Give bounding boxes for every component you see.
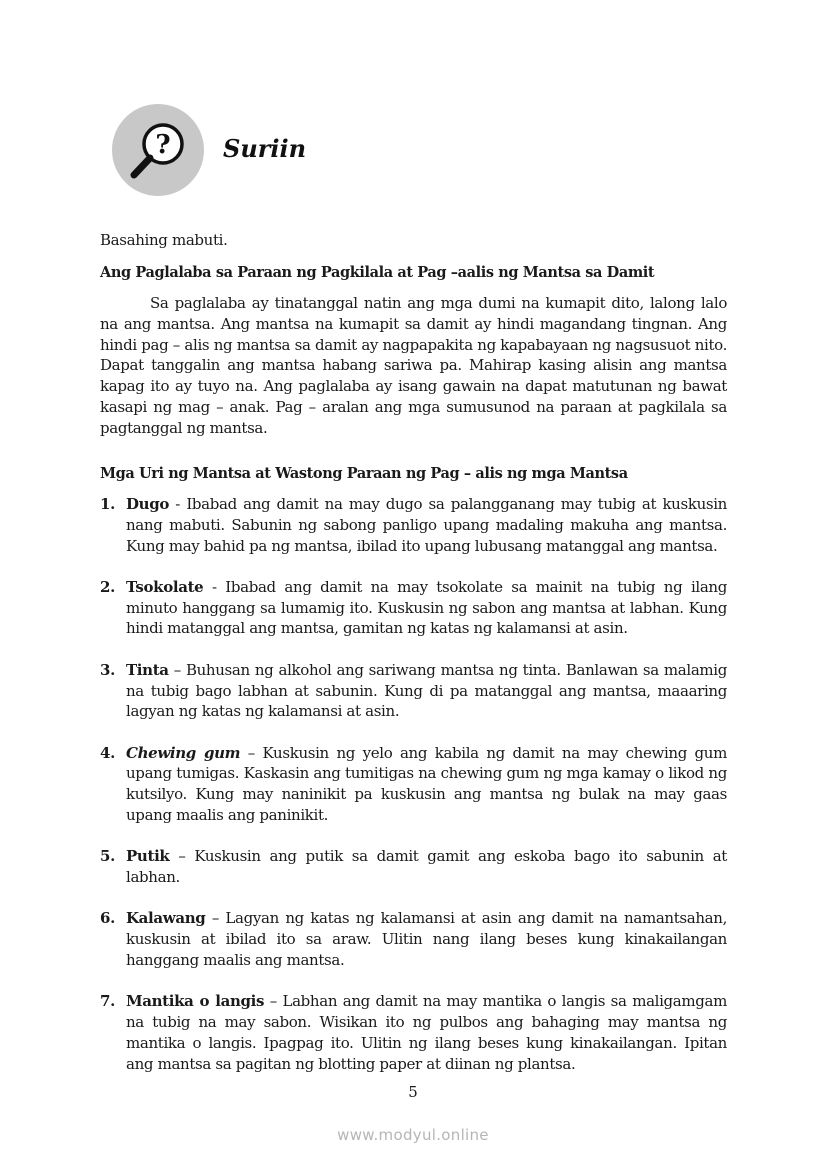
- instruction-text: Basahing mabuti.: [100, 231, 228, 249]
- item-text: Ibabad ang damit na may tsokolate sa mainit na tubig ng ilang minuto hanggang sa lumamig ito. Kuskusin ng sabon ang mantsa at labhan. Kung hindi matanggal ang mantsa, gamitan ng katas ng kalamansi at asin.: [126, 577, 727, 638]
- item-term: Dugo: [126, 495, 170, 513]
- item-text: Kuskusin ang putik sa damit gamit ang eskoba bago ito sabunin at labhan.: [126, 847, 727, 887]
- list-heading: Mga Uri ng Mantsa at Wastong Paraan ng Pag – alis ng mga Mantsa: [100, 465, 628, 482]
- item-term: Mantika o langis: [126, 992, 265, 1011]
- item-term: Kalawang: [126, 909, 206, 928]
- item-number: 5.: [100, 847, 115, 866]
- item-text: Labhan ang damit na may mantika o langis sa maligamgam na tubig na may sabon. Wisikan ito ng pulbos ang bahaging may mantsa ng mantika o langis. Ipagpag ito. Ulitin ng ilang beses kung kinakailangan. Ipitan ang mantsa sa pagitan ng blotting paper at diinan ng plantsa.: [126, 992, 727, 1073]
- list-item: [100, 660, 727, 722]
- magnifying-glass-question-icon: [112, 104, 204, 196]
- section-title: Suriin: [223, 134, 307, 163]
- item-text: Buhusan ng alkohol ang sariwang mantsa ng tinta. Banlawan sa malamig na tubig bago labhan at sabunin. Kung di pa matanggal ang mantsa, maaaring lagyan ng katas ng kalamansi at asin.: [126, 660, 727, 721]
- item-number: 7.: [100, 992, 115, 1011]
- item-term: Tsokolate: [126, 577, 204, 596]
- item-separator: -: [203, 577, 226, 596]
- item-number: 1.: [100, 495, 115, 513]
- item-text: Lagyan ng katas ng kalamansi at asin ang damit na namantsahan, kuskusin at ibilad ito sa araw. Ulitin nang ilang beses kung kinakailangan hanggang maalis ang mantsa.: [126, 909, 727, 970]
- list-item: [100, 743, 727, 826]
- item-separator: –: [169, 847, 195, 866]
- list-item: [100, 991, 727, 1074]
- list-item: [100, 494, 727, 556]
- list-item: [100, 846, 727, 888]
- stain-removal-list: [100, 494, 727, 1095]
- topic-heading: Ang Paglalaba sa Paraan ng Pagkilala at Pag –aalis ng Mantsa sa Damit: [100, 264, 655, 281]
- item-separator: –: [264, 992, 283, 1011]
- item-separator: -: [169, 495, 187, 513]
- intro-paragraph: Sa paglalaba ay tinatanggal natin ang mga dumi na kumapit dito, lalong lalo na ang mantsa. Ang mantsa na kumapit sa damit ay hindi magandang tingnan. Ang hindi pag – alis ng mantsa sa damit ay nagpapakita ng kapabayaan ng nagsusuot nito. Dapat tanggalin ang mantsa habang sariwa pa. Mahirap kasing alisin ang mantsa kapag ito ay tuyo na. Ang paglalaba ay isang gawain na dapat matutunan ng bawat kasapi ng mag – anak. Pag – aralan ang mga sumusunod na paraan at pagkilala sa pagtanggal ng mantsa.: [100, 294, 727, 437]
- svg-text:?: ?: [155, 130, 171, 160]
- page-number: 5: [408, 1083, 418, 1101]
- item-term: Putik: [126, 847, 170, 866]
- item-separator: –: [240, 743, 263, 762]
- item-number: 3.: [100, 660, 115, 679]
- section-header: [112, 104, 204, 196]
- item-term: Chewing gum: [126, 743, 241, 762]
- list-item: [100, 577, 727, 639]
- item-number: 4.: [100, 743, 115, 762]
- item-number: 2.: [100, 577, 115, 596]
- item-number: 6.: [100, 909, 115, 928]
- item-text: Kuskusin ng yelo ang kabila ng damit na may chewing gum upang tumigas. Kaskasin ang tumitigas na chewing gum ng mga kamay o likod ng kutsilyo. Kung may naninikit pa kuskusin ang mantsa ng bulak na may gaas upang maalis ang paninikit.: [126, 743, 727, 825]
- item-separator: –: [168, 660, 186, 679]
- watermark: www.modyul.online: [337, 1126, 489, 1144]
- item-term: Tinta: [126, 660, 169, 679]
- item-separator: –: [205, 909, 226, 928]
- item-text: Ibabad ang damit na may dugo sa palangganang may tubig at kuskusin nang mabuti. Sabunin ng sabong panligo upang madaling makuha ang mantsa. Kung may bahid pa ng mantsa, ibilad ito upang lubusang matanggal ang mantsa.: [126, 495, 727, 555]
- list-item: [100, 908, 727, 970]
